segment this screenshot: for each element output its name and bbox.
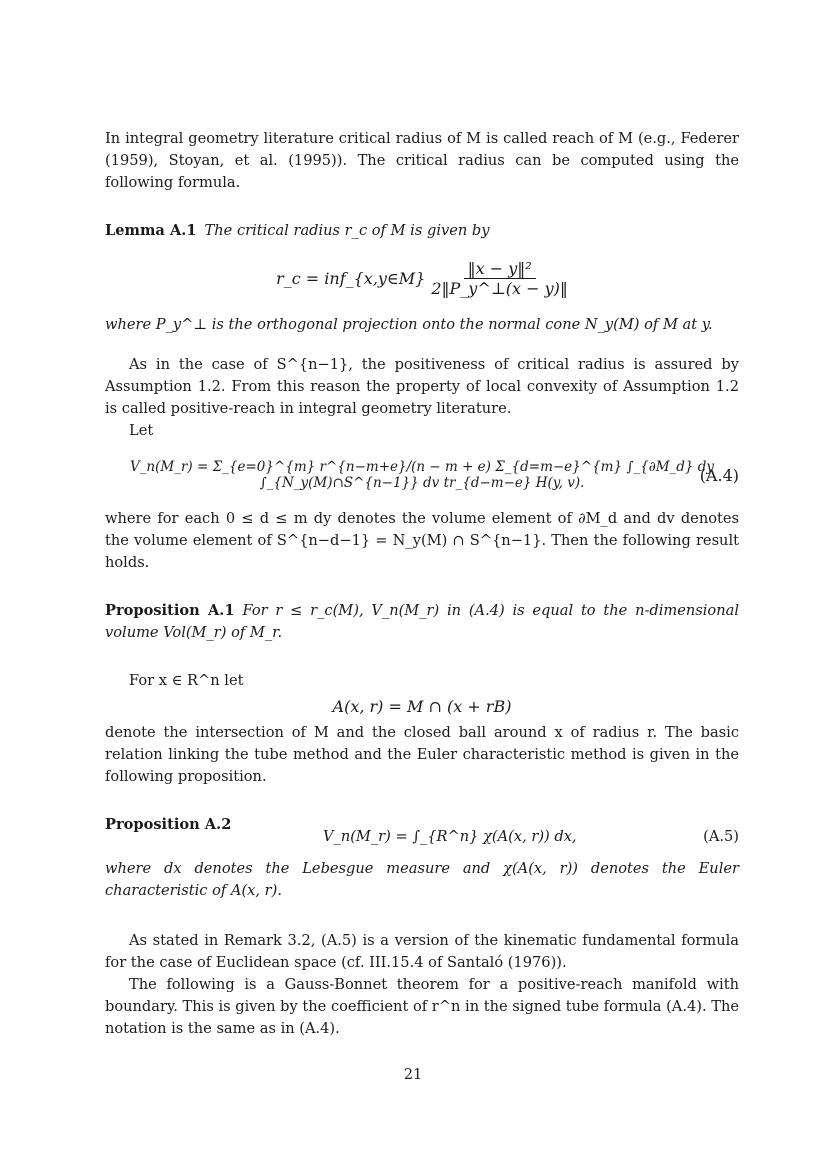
lemma-eq-denom: 2‖P_y^⊥(x − y)‖ — [431, 278, 568, 298]
page-body — [105, 128, 739, 1040]
lemma-a1 — [105, 220, 739, 242]
prop2-text: where dx denotes the Lebesgue measure and χ(A(x, r)) denotes the Euler characteristic of A(x, r). — [105, 860, 739, 899]
lemma-text: The critical radius r_c of M is given by — [204, 222, 490, 239]
lemma-eq-left: r_c = inf_{x,y∈M} — [276, 268, 426, 288]
paragraph-2: As in the case of S^{n−1}, the positiveness of critical radius is assured by Assumption 1.2. From this reason the property of local convexity of Assumption 1.2 is called positive-reach in integral geometry literature. — [105, 356, 739, 417]
proposition-a2 — [105, 814, 739, 858]
lemma-eq-numer: ‖x − y‖² — [464, 259, 536, 279]
lemma-equation — [105, 256, 739, 300]
eq-a4-body: V_n(M_r) = Σ_{e=0}^{m} r^{n−m+e}/(n − m + e) Σ_{d=m−e}^{m} ∫_{∂M_d} dy ∫_{N_y(M)∩S^{n−1}} dv tr_{d−m−e} H(y, v). — [129, 459, 715, 491]
paragraph-1: In integral geometry literature critical radius of M is called reach of M (e.g., Federer (1959), Stoyan, et al. (1995)). The critical radius can be computed using the following formula. — [105, 130, 739, 191]
lemma-label: Lemma A.1 — [105, 222, 197, 239]
lemma-tail: where P_y^⊥ is the orthogonal projection onto the normal cone N_y(M) of M at y. — [105, 316, 713, 333]
let-text: Let — [129, 422, 154, 439]
equation-axr — [105, 692, 739, 722]
paragraph-3: where for each 0 ≤ d ≤ m dy denotes the volume element of ∂M_d and dv denotes the volume element of S^{n−d−1} = N_y(M) ∩ S^{n−1}. Then the following result holds. — [105, 510, 739, 571]
eq-a5-number: (A.5) — [703, 828, 739, 845]
lemma-eq-fraction — [431, 259, 568, 298]
eq-a4-number: (A.4) — [699, 465, 739, 485]
prop2-label: Proposition A.2 — [105, 816, 232, 833]
equation-a4 — [105, 442, 739, 508]
eq-axr-body: A(x, r) = M ∩ (x + rB) — [332, 697, 512, 716]
paragraph-4: denote the intersection of M and the closed ball around x of radius r. The basic relation linking the tube method and the Euler characteristic method is given in the following proposition. — [105, 724, 739, 785]
prop1-text: For r ≤ r_c(M), V_n(M_r) in (A.4) is equal to the n-dimensional volume Vol(M_r) of M_r. — [105, 602, 739, 641]
eq-a5-body: V_n(M_r) = ∫_{R^n} χ(A(x, r)) dx, — [323, 828, 577, 845]
for-x-text: For x ∈ R^n let — [129, 672, 244, 689]
prop1-label: Proposition A.1 — [105, 602, 235, 619]
proposition-a1 — [105, 600, 739, 644]
paragraph-6: The following is a Gauss-Bonnet theorem for a positive-reach manifold with boundary. This is given by the coefficient of r^n in the signed tube formula (A.4). The notation is the same as in (A.4). — [105, 976, 739, 1037]
paragraph-5: As stated in Remark 3.2, (A.5) is a version of the kinematic fundamental formula for the case of Euclidean space (cf. III.15.4 of Santaló (1976)). — [105, 932, 739, 971]
page-number: 21 — [403, 1066, 423, 1083]
